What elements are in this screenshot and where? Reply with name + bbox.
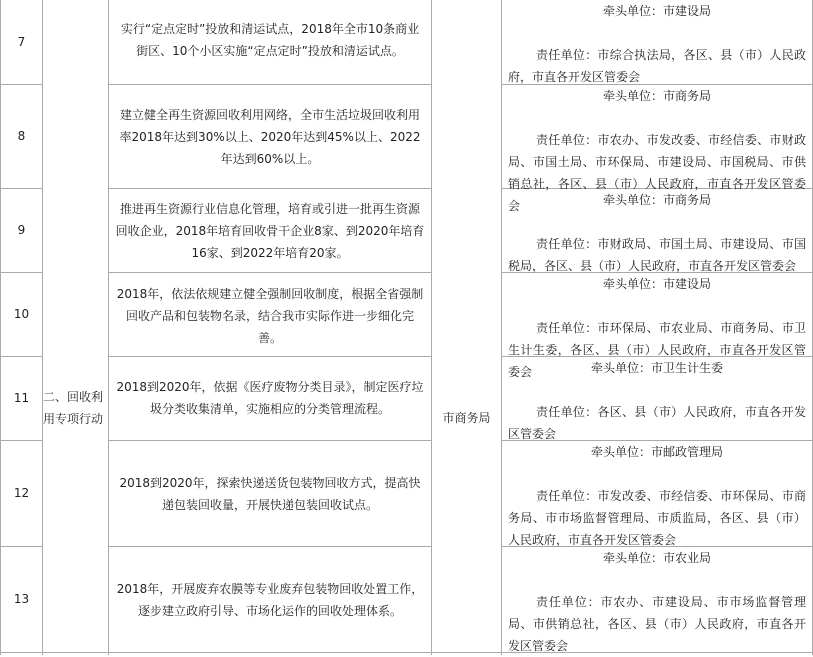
lead-unit: 牵头单位：市商务局 <box>602 89 711 103</box>
row-number: 13 <box>13 592 30 606</box>
responsible-unit: 责任单位：市发改委、市经信委、市环保局、市商务局、市市场监督管理局、市质监局，各区、县（市）人民政府，市直各开发区管委会 <box>508 489 806 547</box>
lead-unit: 牵头单位：市农业局 <box>602 551 711 565</box>
row-number: 9 <box>17 223 26 237</box>
row-number: 12 <box>13 486 30 500</box>
responsible-unit: 责任单位：市环保局、市农业局、市商务局、市卫生计生委，各区、县（市）人民政府，市直各开发区管委会 <box>508 321 806 379</box>
row-number: 8 <box>17 129 26 143</box>
responsible-units <box>502 189 812 277</box>
measure-text: 2018到2020年，探索快递送货包装物回收方式，提高快递包装回收量，开展快递包装回收试点。 <box>119 476 421 512</box>
measure-text: 实行“定点定时”投放和清运试点，2018年全市10条商业街区、10个小区实施“定点定时”投放和清运试点。 <box>120 22 420 58</box>
responsible-unit: 责任单位：市综合执法局，各区、县（市）人民政府，市直各开发区管委会 <box>508 48 806 84</box>
measure-text: 2018年，开展废弃农膜等专业废弃包装物回收处置工作，逐步建立政府引导、市场化运作的回收处理体系。 <box>116 582 424 618</box>
responsible-units <box>502 547 812 657</box>
responsible-unit: 责任单位：市农办、市发改委、市经信委、市财政局、市国土局、市环保局、市建设局、市国税局、市供销总社，各区、县（市）人民政府，市直各开发区管委会 <box>508 133 806 213</box>
row-number: 7 <box>17 35 26 49</box>
measure-text: 2018年，依法依规建立健全强制回收制度，根据全省强制回收产品和包装物名录，结合我市实际作进一步细化完善。 <box>116 287 424 345</box>
row-number: 10 <box>13 307 30 321</box>
lead-unit: 牵头单位：市商务局 <box>602 193 711 207</box>
category-label: 二、回收利用专项行动 <box>43 390 104 426</box>
category-cell <box>43 386 108 430</box>
responsible-units <box>502 357 812 445</box>
lead-unit: 牵头单位：市建设局 <box>602 277 711 291</box>
lead-unit: 牵头单位：市建设局 <box>602 4 711 18</box>
measure-text: 2018到2020年，依据《医疗废物分类目录》，制定医疗垃圾分类收集清单，实施相应的分类管理流程。 <box>116 380 424 416</box>
measure-text: 推进再生资源行业信息化管理，培育或引进一批再生资源回收企业，2018年培育回收骨干企业8家、到2020年培育16家、到2022年培育20家。 <box>115 202 425 260</box>
responsible-units <box>502 0 812 88</box>
responsible-units <box>502 441 812 551</box>
lead-unit: 牵头单位：市邮政管理局 <box>590 445 723 459</box>
lead-department-cell <box>432 407 501 429</box>
measure-text: 建立健全再生资源回收利用网络，全市生活垃圾回收利用率2018年达到30%以上、2020年达到45%以上、2022年达到60%以上。 <box>119 108 421 166</box>
lead-department-label: 市商务局 <box>442 411 491 425</box>
responsible-unit: 责任单位：市财政局、市国土局、市建设局、市国税局，各区、县（市）人民政府，市直各开发区管委会 <box>508 237 806 273</box>
responsible-unit: 责任单位：各区、县（市）人民政府，市直各开发区管委会 <box>508 405 806 441</box>
responsible-unit: 责任单位：市农办、市建设局、市市场监督管理局、市供销总社，各区、县（市）人民政府，市直各开发区管委会 <box>508 595 806 653</box>
row-number: 11 <box>13 391 30 405</box>
lead-unit: 牵头单位：市卫生计生委 <box>590 361 723 375</box>
